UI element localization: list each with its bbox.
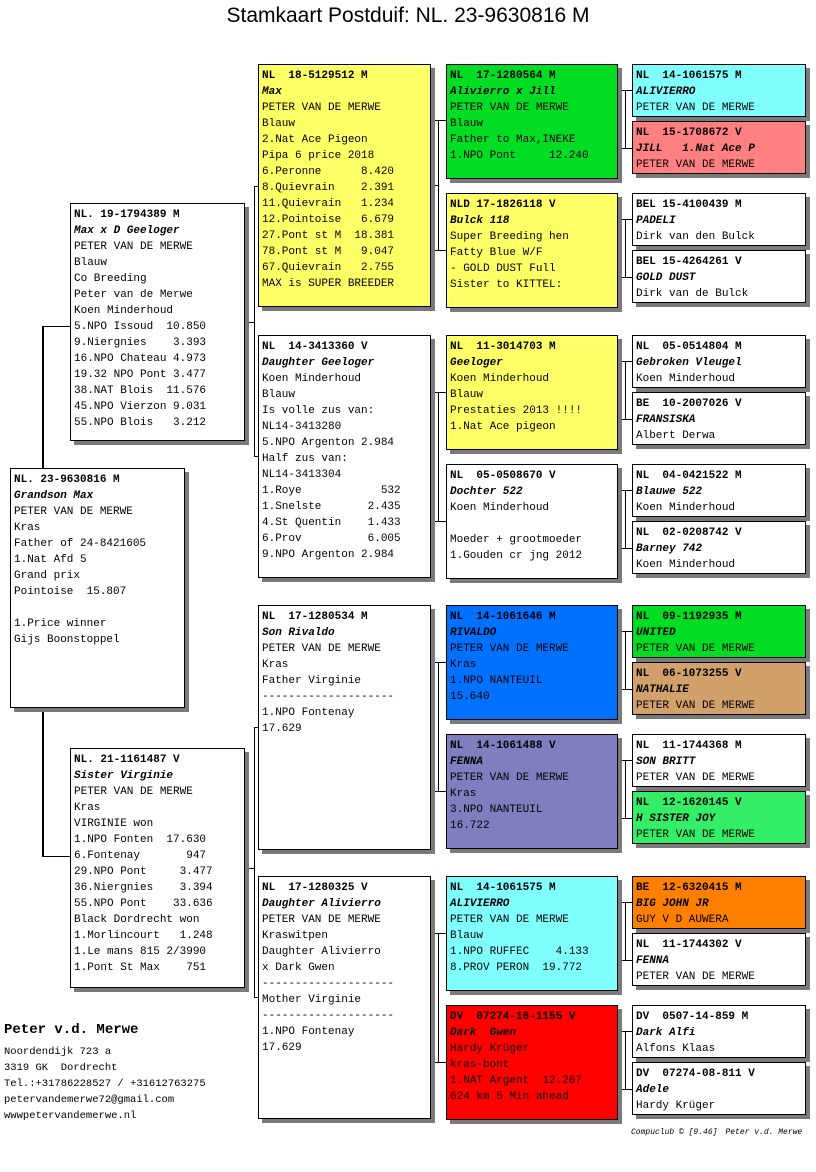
card-line: NL14-3413280 xyxy=(262,421,342,433)
card-line: Super Breeding hen xyxy=(450,231,569,243)
card-line: Pipa 6 price 2018 xyxy=(262,150,375,162)
card-line: Moeder + grootmoeder xyxy=(450,534,583,546)
pigeon-name: FRANSISKA xyxy=(636,414,696,426)
card-line: 45.NPO Vierzon 9.031 xyxy=(74,401,207,413)
card-line: PETER VAN DE MERWE xyxy=(262,914,381,926)
pigeon-name: Dark Gwen xyxy=(450,1027,517,1039)
connector-line xyxy=(438,392,439,521)
pigeon-card-g4-1 xyxy=(632,64,806,117)
pigeon-card-g3-4 xyxy=(446,464,618,579)
pigeon-card-g4-14 xyxy=(632,933,806,986)
pigeon-card-g3-7 xyxy=(446,876,618,991)
pigeon-card-gp-ff xyxy=(258,64,431,307)
card-line: 38.NAT Blois 11.576 xyxy=(74,385,207,397)
card-line: 67.Quievrain 2.755 xyxy=(262,262,395,274)
pigeon-card-g3-5 xyxy=(446,605,618,720)
ring-number: NL 11-1744368 M xyxy=(636,740,742,752)
card-line: Kras xyxy=(74,802,101,814)
pigeon-card-subject xyxy=(10,468,185,708)
pigeon-name: ALIVIERRO xyxy=(450,898,510,910)
pigeon-name: PADELI xyxy=(636,215,676,227)
pigeon-name: Max x D Geeloger xyxy=(74,225,180,237)
card-line: 1.NPO Fontenay xyxy=(262,1026,355,1038)
card-line: Koen Minderhoud xyxy=(636,559,736,571)
connector-line xyxy=(625,1031,626,1089)
connector-line xyxy=(618,419,632,420)
ring-number: NL 11-3014703 M xyxy=(450,341,556,353)
card-line: PETER VAN DE MERWE xyxy=(636,159,755,171)
connector-line xyxy=(438,120,439,250)
owner-website[interactable]: wwwpetervandemerwe.nl xyxy=(4,1110,137,1122)
card-line: Blauw xyxy=(74,257,108,269)
card-line: Pointoise 15.807 xyxy=(14,586,127,598)
card-line: Blauw xyxy=(262,118,296,130)
pigeon-card-mother xyxy=(70,748,245,988)
card-line: PETER VAN DE MERWE xyxy=(262,643,381,655)
connector-line xyxy=(618,1089,632,1090)
card-line: Daughter Alivierro xyxy=(262,946,381,958)
ring-number: NL 11-1744302 V xyxy=(636,939,742,951)
ring-number: NL. 23-9630816 M xyxy=(14,474,120,486)
card-line: 2.Nat Ace Pigeon xyxy=(262,134,368,146)
card-line: Koen Minderhoud xyxy=(450,373,550,385)
pigeon-name: JILL 1.Nat Ace P xyxy=(636,143,755,155)
pigeon-name: Max xyxy=(262,86,282,98)
card-line: 3.NPO NANTEUIL xyxy=(450,804,543,816)
card-line: Father Virginie xyxy=(262,675,362,687)
card-line: 1.NPO Fonten 17.630 xyxy=(74,834,207,846)
card-line: Grand prix xyxy=(14,570,81,582)
connector-line xyxy=(618,548,632,549)
pigeon-name: RIVALDO xyxy=(450,627,497,639)
ring-number: NL 05-0514804 M xyxy=(636,341,742,353)
card-line: 624 km 5 Min ahead xyxy=(450,1091,569,1103)
card-line: -------------------- xyxy=(262,978,395,990)
owner-contact xyxy=(4,1020,244,1124)
page-title: Stamkaart Postduif: NL. 23-9630816 M xyxy=(226,4,590,27)
card-line: 16.722 xyxy=(450,820,490,832)
connector-line xyxy=(431,250,446,251)
card-line: Kras xyxy=(450,659,477,671)
ring-number: NL 04-0421522 M xyxy=(636,470,742,482)
card-line: 17.629 xyxy=(262,1042,302,1054)
ring-number: BEL 15-4100439 M xyxy=(636,199,742,211)
connector-line xyxy=(625,219,626,277)
ring-number: BEL 15-4264261 V xyxy=(636,256,742,268)
connector-line xyxy=(431,185,438,186)
card-line: PETER VAN DE MERWE xyxy=(636,829,755,841)
card-line: 11.Quievrain 1.234 xyxy=(262,198,395,210)
card-line: 36.Niergnies 3.394 xyxy=(74,882,213,894)
pigeon-name: UNITED xyxy=(636,627,676,639)
card-line: 17.629 xyxy=(262,723,302,735)
card-line: 1.Le mans 815 2/3990 xyxy=(74,946,207,958)
card-line: 1.Nat Afd 5 xyxy=(14,554,87,566)
card-line: PETER VAN DE MERWE xyxy=(14,506,133,518)
card-line: 6.Prov 6.005 xyxy=(262,533,401,545)
connector-line xyxy=(618,148,632,149)
card-line: 55.NPO Blois 3.212 xyxy=(74,417,207,429)
card-line: Fatty Blue W/F xyxy=(450,247,543,259)
card-line: Dirk van de Bulck xyxy=(636,288,749,300)
pigeon-card-gp-mm xyxy=(258,876,431,1119)
card-line: 16.NPO Chateau 4.973 xyxy=(74,353,207,365)
card-line: Is volle zus van: xyxy=(262,405,375,417)
card-line: 29.NPO Pont 3.477 xyxy=(74,866,213,878)
connector-line xyxy=(625,631,626,689)
card-line: Hardy Krüger xyxy=(636,1100,716,1112)
card-line: Koen Minderhoud xyxy=(74,305,174,317)
card-line: PETER VAN DE MERWE xyxy=(74,241,193,253)
card-line: Peter van de Merwe xyxy=(74,289,193,301)
card-line: PETER VAN DE MERWE xyxy=(262,102,381,114)
pigeon-name: Adele xyxy=(636,1084,670,1096)
pigeon-card-g4-2 xyxy=(632,121,806,174)
card-line: 12.Pointoise 6.679 xyxy=(262,214,395,226)
card-line: PETER VAN DE MERWE xyxy=(450,914,569,926)
card-line: Hardy Krüger xyxy=(450,1043,530,1055)
pigeon-name: FENNA xyxy=(636,955,670,967)
ring-number: NL 15-1708672 V xyxy=(636,127,742,139)
card-line: 8.Quievrain 2.391 xyxy=(262,182,395,194)
connector-line xyxy=(618,277,632,278)
connector-line xyxy=(625,490,626,548)
pigeon-name: Barney 742 xyxy=(636,543,703,555)
pigeon-card-g4-12 xyxy=(632,791,806,844)
card-line: VIRGINIE won xyxy=(74,818,154,830)
card-line: Kras xyxy=(14,522,41,534)
connector-line xyxy=(625,90,626,148)
ring-number: DV 0507-14-859 M xyxy=(636,1011,749,1023)
pigeon-card-g3-8 xyxy=(446,1005,618,1120)
card-line: 1.Gouden cr jng 2012 xyxy=(450,550,583,562)
card-line: Father to Max,INEKE xyxy=(450,134,576,146)
ring-number: NL 14-3413360 V xyxy=(262,341,368,353)
ring-number: DV 07274-16-1155 V xyxy=(450,1011,576,1023)
pigeon-name: Dark Alfi xyxy=(636,1027,696,1039)
card-line: 1.Pont St Max 751 xyxy=(74,962,207,974)
ring-number: NL 06-1073255 V xyxy=(636,668,742,680)
card-line: 1.NAT Argent 12.267 xyxy=(450,1075,583,1087)
ring-number: NL 02-0208742 V xyxy=(636,527,742,539)
connector-line xyxy=(431,791,446,792)
card-line: Black Dordrecht won xyxy=(74,914,200,926)
connector-line xyxy=(625,760,626,818)
pigeon-card-g4-7 xyxy=(632,464,806,517)
ring-number: DV 07274-08-811 V xyxy=(636,1068,755,1080)
connector-line xyxy=(254,186,255,456)
pigeon-card-g4-8 xyxy=(632,521,806,574)
ring-number: NL 09-1192935 M xyxy=(636,611,742,623)
pigeon-card-g4-11 xyxy=(632,734,806,787)
owner-email[interactable]: petervandemerwe72@gmail.com xyxy=(4,1094,175,1106)
connector-line xyxy=(254,727,255,998)
connector-line xyxy=(245,322,254,323)
footer-software: Compuclub © [9.46] xyxy=(631,1128,718,1137)
connector-line xyxy=(42,856,70,857)
pigeon-card-gp-mf xyxy=(258,605,431,850)
card-line: 19.32 NPO Pont 3.477 xyxy=(74,369,207,381)
ring-number: BE 12-6320415 M xyxy=(636,882,742,894)
card-line: Kras xyxy=(450,788,477,800)
card-line: Koen Minderhoud xyxy=(636,502,736,514)
card-line: -------------------- xyxy=(262,1010,395,1022)
card-line: 27.Pont st M 18.381 xyxy=(262,230,395,242)
card-line: 1.Price winner xyxy=(14,618,107,630)
pigeon-card-g4-9 xyxy=(632,605,806,658)
card-line: Co Breeding xyxy=(74,273,147,285)
connector-line xyxy=(42,326,70,327)
connector-line xyxy=(618,960,632,961)
card-line: Blauw xyxy=(450,389,484,401)
pigeon-card-g4-15 xyxy=(632,1005,806,1058)
ring-number: NL. 19-1794389 M xyxy=(74,209,180,221)
card-line: Gijs Boonstoppel xyxy=(14,634,120,646)
card-line: PETER VAN DE MERWE xyxy=(450,772,569,784)
owner-city: 3319 GK Dordrecht xyxy=(4,1062,118,1074)
card-line: 5.NPO Argenton 2.984 xyxy=(262,437,395,449)
owner-name: Peter v.d. Merwe xyxy=(4,1022,139,1038)
card-line: 1.NPO NANTEUIL xyxy=(450,675,543,687)
card-line: x Dark Gwen xyxy=(262,962,335,974)
card-line: 15.640 xyxy=(450,691,490,703)
ring-number: NL 17-1280325 V xyxy=(262,882,368,894)
ring-number: NL. 21-1161487 V xyxy=(74,754,180,766)
card-line: 1.NPO Pont 12.240 xyxy=(450,150,589,162)
connector-line xyxy=(42,326,44,468)
card-line: Koen Minderhoud xyxy=(636,373,736,385)
pigeon-card-g3-3 xyxy=(446,335,618,450)
card-line: GUY V D AUWERA xyxy=(636,914,729,926)
connector-line xyxy=(438,933,439,1062)
card-line: Mother Virginie xyxy=(262,994,362,1006)
card-line: 9.Niergnies 3.393 xyxy=(74,337,207,349)
card-line: 6.Fontenay 947 xyxy=(74,850,207,862)
pigeon-name: NATHALIE xyxy=(636,684,689,696)
pigeon-name: Daughter Geeloger xyxy=(262,357,375,369)
pigeon-name: Sister Virginie xyxy=(74,770,174,782)
ring-number: BE 10-2007026 V xyxy=(636,398,742,410)
card-line: Koen Minderhoud xyxy=(450,502,550,514)
card-line: Koen Minderhoud xyxy=(262,373,362,385)
ring-number: NL 12-1620145 V xyxy=(636,797,742,809)
card-line: MAX is SUPER BREEDER xyxy=(262,278,395,290)
pigeon-card-g3-6 xyxy=(446,734,618,849)
ring-number: NL 17-1280534 M xyxy=(262,611,368,623)
pigeon-name: GOLD DUST xyxy=(636,272,696,284)
card-line: PETER VAN DE MERWE xyxy=(636,971,755,983)
pigeon-name: H SISTER JOY xyxy=(636,813,716,825)
connector-line xyxy=(625,902,626,960)
connector-line xyxy=(438,662,439,791)
card-line: PETER VAN DE MERWE xyxy=(636,643,755,655)
owner-address: Noordendijk 723 a xyxy=(4,1046,112,1058)
card-line: Blauw xyxy=(450,118,484,130)
pigeon-name: BIG JOHN JR xyxy=(636,898,709,910)
pigeon-name: Bulck 118 xyxy=(450,215,510,227)
card-line: Alfons Klaas xyxy=(636,1043,716,1055)
card-line: 78.Pont st M 9.047 xyxy=(262,246,395,258)
pigeon-name: Daughter Alivierro xyxy=(262,898,381,910)
pigeon-name: FENNA xyxy=(450,756,484,768)
ring-number: NL 17-1280564 M xyxy=(450,70,556,82)
pigeon-name: ALIVIERRO xyxy=(636,86,696,98)
connector-line xyxy=(625,361,626,419)
card-line: 1.Snelste 2.435 xyxy=(262,501,401,513)
card-line: 8.PROV PERON 19.772 xyxy=(450,962,583,974)
footer xyxy=(631,1128,810,1137)
ring-number: NL 14-1061488 V xyxy=(450,740,556,752)
card-line: Dirk van den Bulck xyxy=(636,231,755,243)
pigeon-name: Son Rivaldo xyxy=(262,627,335,639)
card-line: Half zus van: xyxy=(262,453,348,465)
card-line: 55.NPO Pont 33.636 xyxy=(74,898,213,910)
card-line: 1.Nat Ace pigeon xyxy=(450,421,556,433)
card-line: PETER VAN DE MERWE xyxy=(450,643,569,655)
connector-line xyxy=(245,868,254,869)
pigeon-card-father xyxy=(70,203,245,441)
pigeon-card-g4-3 xyxy=(632,193,806,246)
card-line: NL14-3413304 xyxy=(262,469,342,481)
card-line: -------------------- xyxy=(262,691,395,703)
pigeon-card-g4-10 xyxy=(632,662,806,715)
card-line: 6.Peronne 8.420 xyxy=(262,166,395,178)
pigeon-card-gp-fm xyxy=(258,335,431,578)
card-line xyxy=(14,600,181,616)
card-line: 1.NPO Fontenay xyxy=(262,707,355,719)
card-line: Blauw xyxy=(262,389,296,401)
connector-line xyxy=(431,1062,446,1063)
pigeon-name: Dochter 522 xyxy=(450,486,523,498)
card-line: 1.Roye 532 xyxy=(262,485,401,497)
ring-number: NL 05-0508670 V xyxy=(450,470,556,482)
card-line: PETER VAN DE MERWE xyxy=(450,102,569,114)
card-line: 9.NPO Argenton 2.984 xyxy=(262,549,395,561)
card-line: PETER VAN DE MERWE xyxy=(636,700,755,712)
card-line: Sister to KITTEL: xyxy=(450,279,563,291)
pigeon-card-g4-13 xyxy=(632,876,806,929)
ring-number: NLD 17-1826118 V xyxy=(450,199,556,211)
pigeon-name: Geeloger xyxy=(450,357,503,369)
pigeon-name: Alivierro x Jill xyxy=(450,86,556,98)
pigeon-card-g4-6 xyxy=(632,392,806,445)
card-line: Kras xyxy=(262,659,289,671)
ring-number: NL 18-5129512 M xyxy=(262,70,368,82)
owner-phone: Tel.:+31786228527 / +31612763275 xyxy=(4,1078,206,1090)
ring-number: NL 14-1061575 M xyxy=(450,882,556,894)
ring-number: NL 14-1061646 M xyxy=(450,611,556,623)
pigeon-card-g4-16 xyxy=(632,1062,806,1115)
card-line: - GOLD DUST Full xyxy=(450,263,556,275)
pigeon-card-g4-4 xyxy=(632,250,806,303)
card-line: 1.NPO RUFFEC 4.133 xyxy=(450,946,589,958)
connector-line xyxy=(618,818,632,819)
connector-line xyxy=(618,689,632,690)
card-line: PETER VAN DE MERWE xyxy=(636,772,755,784)
connector-line xyxy=(42,708,44,856)
connector-line xyxy=(431,521,446,522)
card-line: Prestaties 2013 !!!! xyxy=(450,405,583,417)
pigeon-name: SON BRITT xyxy=(636,756,696,768)
card-line: 1.Morlincourt 1.248 xyxy=(74,930,213,942)
card-line: Albert Derwa xyxy=(636,430,716,442)
card-line: PETER VAN DE MERWE xyxy=(636,102,755,114)
card-line: kras-bont xyxy=(450,1059,510,1071)
pigeon-name: Blauwe 522 xyxy=(636,486,703,498)
card-line: 4.St Quentin 1.433 xyxy=(262,517,401,529)
pigeon-card-g3-1 xyxy=(446,64,618,179)
card-line xyxy=(450,516,614,532)
ring-number: NL 14-1061575 M xyxy=(636,70,742,82)
pigeon-card-g3-2 xyxy=(446,193,618,308)
pigeon-card-g4-5 xyxy=(632,335,806,388)
pigeon-name: Gebroken Vleugel xyxy=(636,357,742,369)
card-line: PETER VAN DE MERWE xyxy=(74,786,193,798)
footer-author: Peter v.d. Merwe xyxy=(725,1128,803,1137)
card-line: Father of 24-8421605 xyxy=(14,538,147,550)
card-line: Blauw xyxy=(450,930,484,942)
card-line: Kraswitpen xyxy=(262,930,329,942)
card-line: 5.NPO Issoud 10.850 xyxy=(74,321,207,333)
pigeon-name: Grandson Max xyxy=(14,490,94,502)
